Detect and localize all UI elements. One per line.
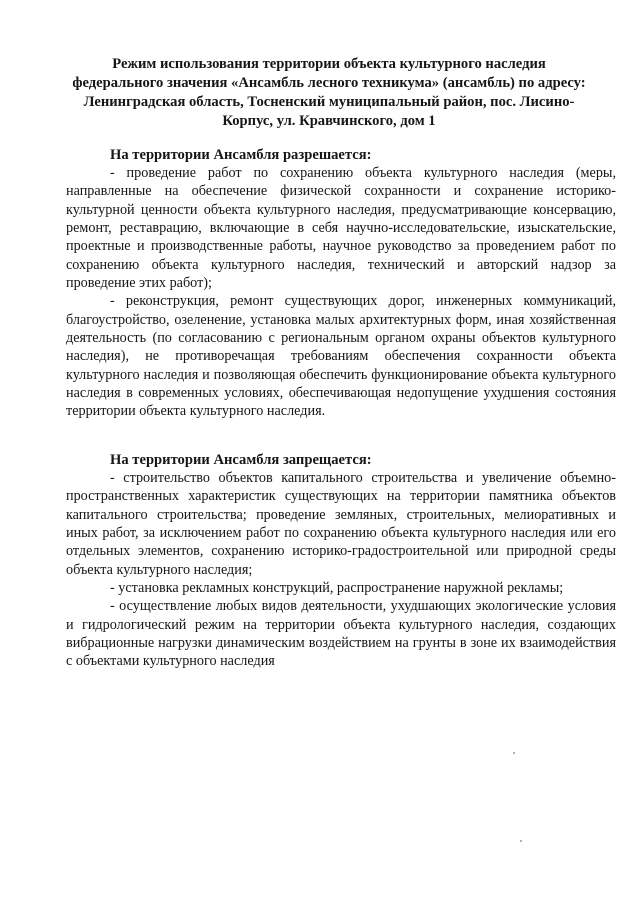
prohibited-section [66, 451, 616, 671]
allowed-heading: На территории Ансамбля разрешается: [110, 147, 372, 163]
prohibited-item: - установка рекламных конструкций, распространение наружной рекламы; [110, 580, 564, 597]
scan-speck [513, 752, 515, 754]
allowed-item: - проведение работ по сохранению объекта культурного наследия (меры, направленные на обеспечение физической сохранности и сохранение историко-культурной ценности объекта культурного наследия, предусматривающие консервацию, ремонт, реставрацию, включающие в себя научно-исследовательские, изыскательские, проектные и производственные работы, научное руководство за проведением работ по сохранению объекта культурного наследия, технический и авторский надзор за проведение этих работ); [66, 165, 616, 292]
prohibited-heading: На территории Ансамбля запрещается: [110, 452, 372, 468]
prohibited-item: - осуществление любых видов деятельности, ухудшающих экологические условия и гидрологический режим на территории объекта культурного наследия, создающих вибрационные нагрузки динамическим воздействием на грунты в зоне их взаимодействия с объектами культурного наследия [66, 598, 616, 670]
allowed-item: - реконструкция, ремонт существующих дорог, инженерных коммуникаций, благоустройство, озеленение, установка малых архитектурных форм, иная хозяйственная деятельность (по согласованию с региональным органом охраны объектов культурного наследия), не противоречащая требованиям обеспечения сохранности объекта культурного наследия и позволяющая обеспечить функционирование объекта культурного наследия в современных условиях, обеспечивающая недопущение ухудшения состояния территории объекта культурного наследия. [66, 293, 616, 420]
scan-speck [520, 840, 522, 842]
document-title: Режим использования территории объекта культурного наследия федерального значения «Ансамбль лесного техникума» (ансамбль) по адресу: Ленинградская область, Тосненский муниципальный район, пос. Лисино-Корпус, ул. Кравчинского, дом 1 [72, 56, 586, 129]
prohibited-item: - строительство объектов капитального строительства и увеличение объемно-пространственных характеристик существующих на территории памятника объектов капитального строительства; проведение земляных, строительных, мелиоративных и иных работ, за исключением работ по сохранению объекта культурного наследия или его отдельных элементов, сохранению историко-градостроительной или природной среды объекта культурного наследия; [66, 470, 616, 578]
allowed-section [66, 146, 616, 421]
